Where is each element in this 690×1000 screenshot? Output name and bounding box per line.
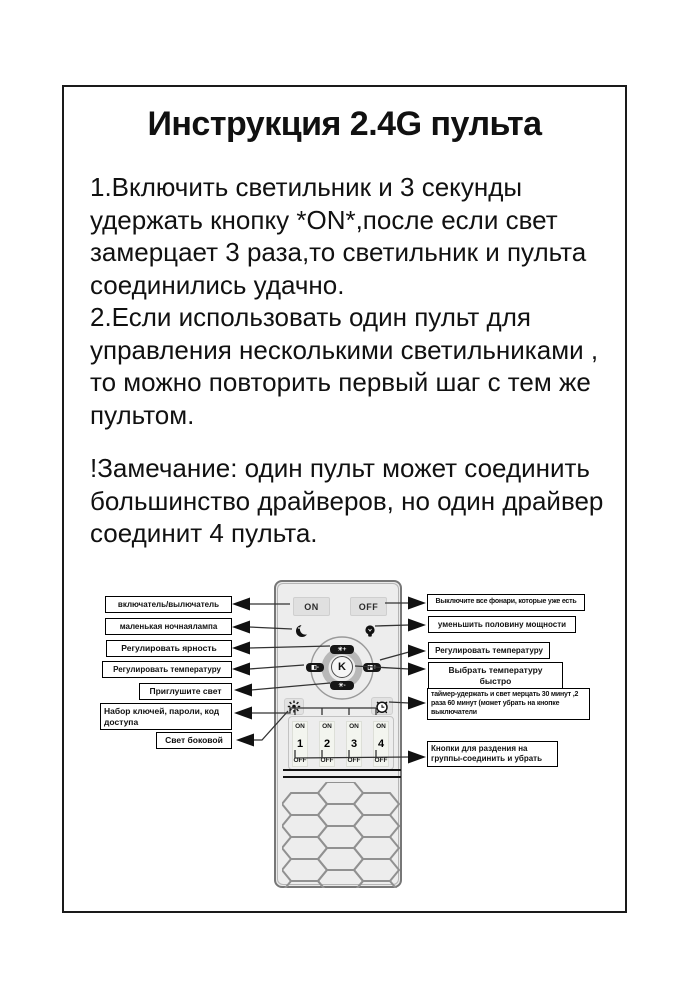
alarm-clock-icon bbox=[373, 699, 391, 714]
text-line: 2.Если использовать один пульт для bbox=[90, 302, 531, 332]
text-line: соединит 4 пульта. bbox=[90, 518, 318, 548]
right-label-half-power: уменьшить половину мощности bbox=[428, 616, 576, 633]
group-off-label: OFF bbox=[347, 756, 361, 764]
speaker-line bbox=[283, 769, 401, 771]
brightness-up-button: ☀+ bbox=[330, 645, 354, 654]
temp-cool-button: ◨+ bbox=[363, 663, 381, 672]
temp-warm-button: ◧- bbox=[306, 663, 324, 672]
brightness-down-button: ☀- bbox=[330, 681, 354, 690]
text-line: пультом. bbox=[90, 399, 195, 430]
group-on-label: ON bbox=[295, 723, 305, 730]
power-off-button: OFF bbox=[350, 597, 387, 616]
remote-control bbox=[274, 580, 402, 888]
text-line: удержать кнопку *ON*,после если свет bbox=[90, 204, 558, 235]
text-line: соединились удачно. bbox=[90, 269, 345, 300]
remote-body-panel bbox=[277, 583, 399, 885]
group-on-label: ON bbox=[376, 723, 386, 730]
note-text bbox=[90, 452, 603, 550]
right-label-temperature: Регулировать температуру bbox=[428, 642, 550, 659]
group-off-label: OFF bbox=[293, 756, 307, 764]
power-on-button: ON bbox=[293, 597, 330, 616]
side-light-button bbox=[284, 698, 304, 715]
left-label-key-set: Набор ключей, пароли, код доступа bbox=[100, 703, 232, 730]
text-line: большинство драйверов, но один драйвер bbox=[90, 485, 604, 516]
text-line: то можно повторить первый шаг с тем же bbox=[90, 367, 591, 397]
text-line: управления несколькими светильниками , bbox=[90, 334, 599, 365]
group-column-2 bbox=[319, 721, 335, 767]
sun-icon bbox=[287, 700, 301, 713]
group-number: 4 bbox=[377, 737, 385, 750]
group-on-label: ON bbox=[349, 723, 359, 730]
text-line: !Замечание: один пульт может соединить bbox=[90, 453, 590, 483]
moon-icon bbox=[294, 623, 310, 644]
left-label-brightness: Регулировать ярность bbox=[106, 640, 232, 657]
right-label-quick-temperature: Выбрать температуру быстро bbox=[428, 662, 563, 689]
group-keypad bbox=[288, 716, 394, 770]
left-label-night-lamp: маленькая ночнаялампа bbox=[105, 618, 232, 635]
honeycomb-pattern bbox=[282, 782, 400, 888]
left-label-power-switch: включатель/вылючатель bbox=[105, 596, 232, 613]
right-label-timer: таймер-удержать и свет мерцать 30 минут ,2 раза 60 минут (может убрать на кнопке выключатели bbox=[427, 688, 590, 720]
page-title: Инструкция 2.4G пульта bbox=[147, 105, 542, 143]
right-label-group-buttons: Кнопки для раздения на группы-соединить и убрать bbox=[427, 741, 558, 767]
text-line: 1.Включить светильник и 3 секунды bbox=[90, 172, 523, 202]
instructions-text bbox=[90, 171, 598, 431]
kelvin-center-button: K bbox=[331, 656, 353, 678]
timer-button bbox=[371, 697, 393, 715]
group-number: 2 bbox=[323, 737, 331, 750]
group-number: 3 bbox=[350, 737, 358, 750]
left-label-temperature: Регулировать температуру bbox=[102, 661, 232, 678]
group-column-4 bbox=[373, 721, 389, 767]
right-label-turn-off-all: Выключите все фонари, которые уже есть bbox=[427, 594, 585, 611]
group-column-1 bbox=[292, 721, 308, 767]
group-off-label: OFF bbox=[320, 756, 334, 764]
group-on-label: ON bbox=[322, 723, 332, 730]
left-label-side-light: Свет боковой bbox=[156, 732, 232, 749]
left-label-dim-light: Приглушите свет bbox=[139, 683, 232, 700]
speaker-line bbox=[283, 776, 401, 778]
text-line: замерцает 3 раза,то светильник и пульта bbox=[90, 237, 587, 267]
page-border bbox=[62, 85, 627, 913]
group-number: 1 bbox=[296, 737, 304, 750]
group-off-label: OFF bbox=[374, 756, 388, 764]
group-column-3 bbox=[346, 721, 362, 767]
